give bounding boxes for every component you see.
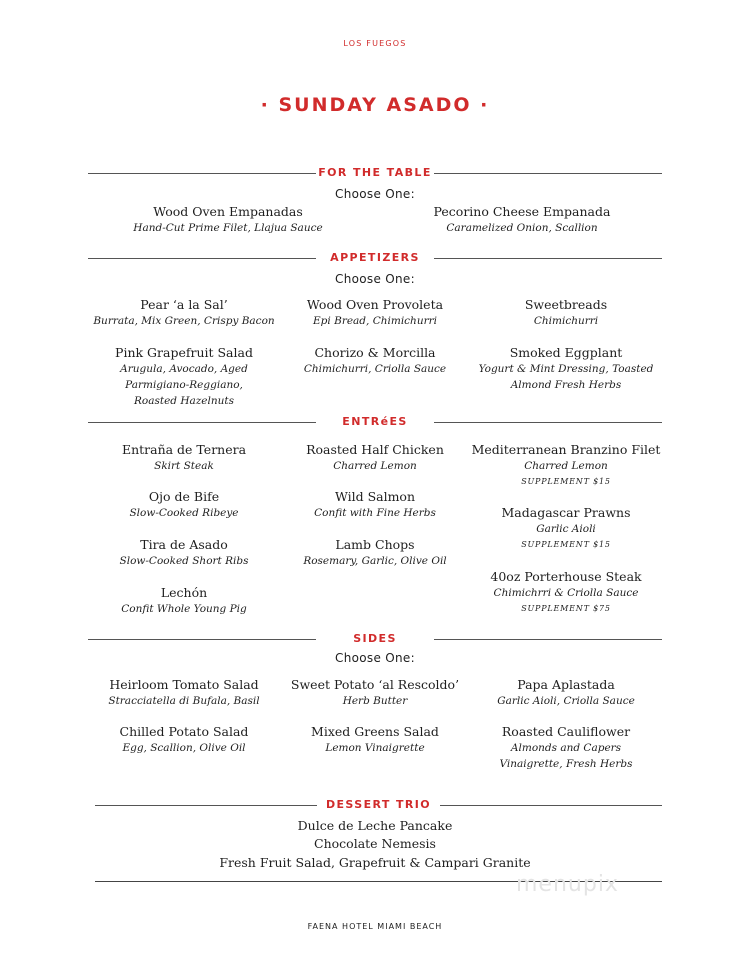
item-description: Herb Butter [342,695,408,707]
item-description: Hand-Cut Prime Filet, Llajua Sauce [133,222,323,234]
dessert-item: Fresh Fruit Salad, Grapefruit & Campari Granite [219,855,531,870]
item-description: Charred Lemon [333,460,417,472]
section-appetizers [88,251,662,265]
item-description: Chimichurri [533,315,599,327]
menu-item [412,204,632,236]
item-name: Lechón [160,585,208,600]
item-name: Roasted Cauliflower [501,724,631,739]
item-description: Vinaigrette, Fresh Herbs [499,758,633,770]
item-supplement: SUPPLEMENT $15 [521,540,611,549]
item-description: Slow-Cooked Short Ribs [119,555,249,567]
menu-item [74,724,294,756]
item-name: Lamb Chops [335,537,415,552]
menu-item [456,345,676,393]
item-description: Garlic Aioli, Criolla Sauce [497,695,635,707]
item-name: Ojo de Bife [148,489,220,504]
item-name: Pink Grapefruit Salad [115,345,253,360]
item-name: Wood Oven Empanadas [153,204,303,219]
divider [440,805,662,806]
item-name: Chorizo & Morcilla [314,345,436,360]
menu-item [265,442,485,474]
menu-item [74,677,294,709]
choose-one-label: Choose One: [335,187,415,201]
menu-item [265,489,485,521]
item-description: Confit Whole Young Pig [121,603,247,615]
section-entrees [88,415,662,429]
item-description: Almond Fresh Herbs [510,379,622,391]
menu-item [265,724,485,756]
item-name: Heirloom Tomato Salad [109,677,259,692]
restaurant-name: LOS FUEGOS [343,39,407,48]
item-description: Roasted Hazelnuts [133,395,235,407]
item-name: Mediterranean Branzino Filet [471,442,661,457]
section-sides [88,632,662,646]
divider [434,258,662,259]
menu-item [265,297,485,329]
item-description: Epi Bread, Chimichurri [313,315,437,327]
divider [434,639,662,640]
divider [434,422,662,423]
section-heading: FOR THE TABLE [318,166,432,179]
item-name: Tira de Asado [140,537,228,552]
item-description: Caramelized Onion, Scallion [446,222,598,234]
item-description: Yogurt & Mint Dressing, Toasted [478,363,654,375]
item-supplement: SUPPLEMENT $75 [521,604,611,613]
item-name: Chilled Potato Salad [119,724,249,739]
menu-item [74,297,294,329]
item-description: Burrata, Mix Green, Crispy Bacon [93,315,275,327]
item-name: Pear ‘a la Sal’ [140,297,228,312]
item-name: 40oz Porterhouse Steak [490,569,642,584]
item-name: Pecorino Cheese Empanada [433,204,611,219]
section-heading: ENTRéES [342,415,408,428]
section-heading: DESSERT TRIO [325,798,432,811]
item-name: Madagascar Prawns [501,505,631,520]
item-description: Chimichurri, Criolla Sauce [303,363,447,375]
item-name: Wood Oven Provoleta [306,297,444,312]
item-description: Lemon Vinaigrette [325,742,425,754]
menu-item [74,537,294,569]
item-description: Garlic Aioli [536,523,596,535]
item-description: Parmigiano-Reggiano, [125,379,243,391]
footer-text: FAENA HOTEL MIAMI BEACH [307,922,443,931]
dessert-item: Dulce de Leche Pancake [297,818,453,833]
dessert-item: Chocolate Nemesis [314,836,436,851]
menu-item [456,724,676,772]
menu-item [74,489,294,521]
item-name: Wild Salmon [334,489,416,504]
item-description: Arugula, Avocado, Aged [120,363,248,375]
choose-one-label: Choose One: [335,651,415,665]
menu-item [456,569,676,617]
menu-item [456,677,676,709]
menu-item [265,537,485,569]
divider [434,173,662,174]
menu-item [456,505,676,553]
item-name: Entraña de Ternera [121,442,247,457]
section-for-the-table [88,166,662,180]
item-description: Stracciatella di Bufala, Basil [108,695,260,707]
menu-item [265,677,485,709]
item-name: Smoked Eggplant [509,345,623,360]
section-heading: APPETIZERS [330,251,420,264]
menu-item [456,442,676,490]
menu-item [74,585,294,617]
item-name: Sweetbreads [524,297,608,312]
item-description: Rosemary, Garlic, Olive Oil [303,555,447,567]
item-name: Roasted Half Chicken [306,442,444,457]
item-description: Charred Lemon [524,460,608,472]
item-description: Almonds and Capers [510,742,622,754]
menu-item [118,204,338,236]
menu-item [74,345,294,409]
item-name: Mixed Greens Salad [311,724,439,739]
item-name: Sweet Potato ‘al Rescoldo’ [290,677,460,692]
item-description: Confit with Fine Herbs [314,507,436,519]
menu-title: · SUNDAY ASADO · [260,94,490,116]
watermark-text: menupix [516,872,619,897]
item-description: Egg, Scallion, Olive Oil [122,742,246,754]
item-description: Slow-Cooked Ribeye [129,507,239,519]
menu-item [74,442,294,474]
menu-item [456,297,676,329]
item-description: Skirt Steak [154,460,214,472]
item-name: Papa Aplastada [517,677,615,692]
section-dessert [95,798,662,812]
menu-item [265,345,485,377]
item-description: Chimichrri & Criolla Sauce [493,587,639,599]
item-supplement: SUPPLEMENT $15 [521,477,611,486]
choose-one-label: Choose One: [335,272,415,286]
section-heading: SIDES [353,632,397,645]
